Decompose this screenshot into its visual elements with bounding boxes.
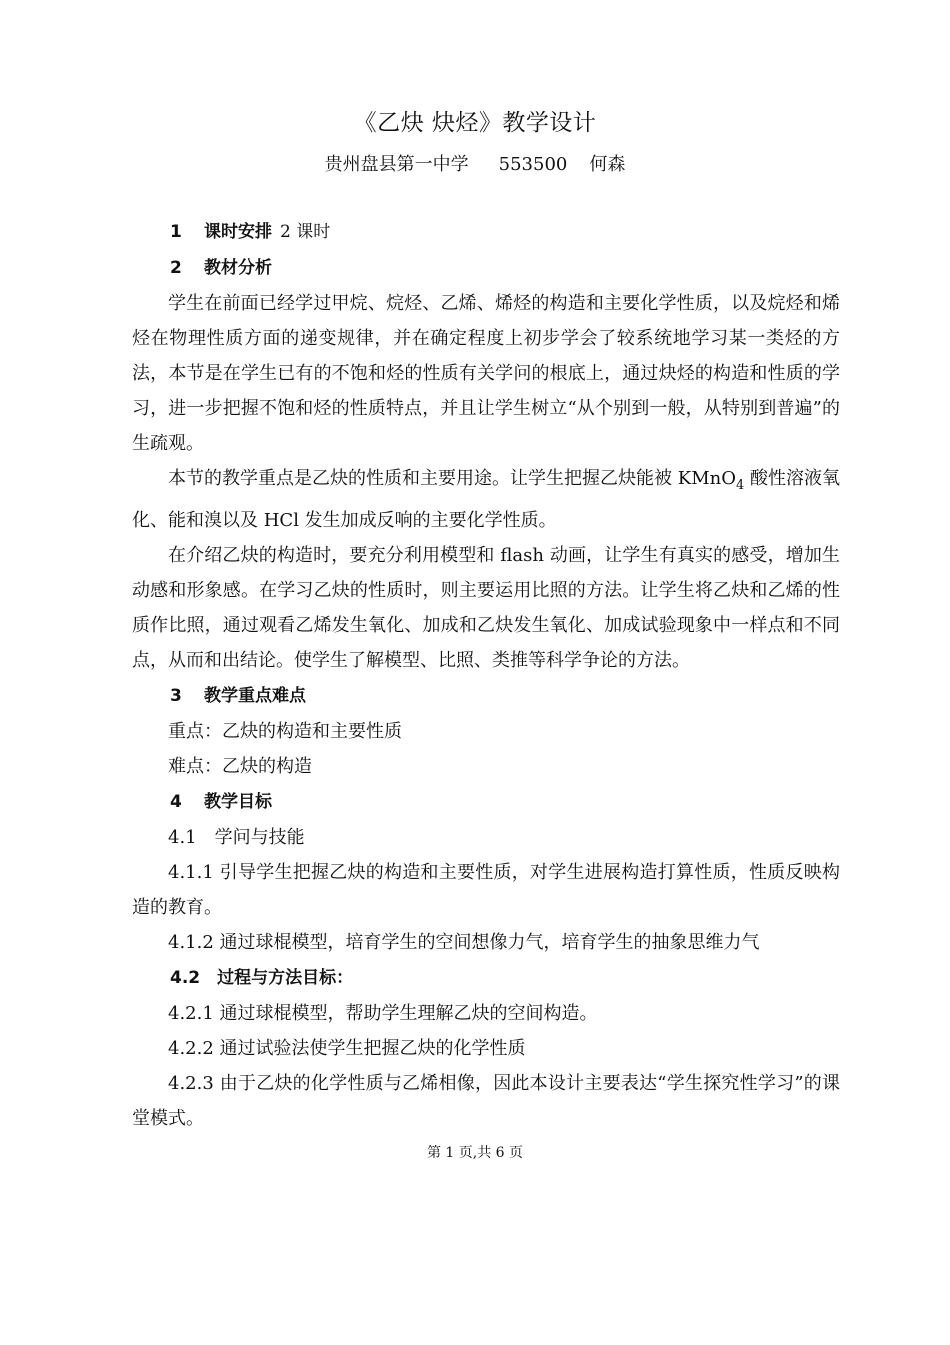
- section-3-title: 教学重点难点: [204, 686, 306, 706]
- section-1-number: 1: [170, 222, 182, 242]
- section-2-paragraph-2: [132, 461, 840, 538]
- document-body: [132, 214, 840, 1136]
- page-number-footer: 第 1 页,共 6 页: [426, 1145, 524, 1161]
- paragraph-2-part-a: 本节的教学重点是乙炔的性质和主要用途。让学生把握乙炔能被 KMnO: [168, 468, 736, 489]
- section-2-title: 教材分析: [204, 258, 272, 278]
- author-name: 何森: [589, 154, 626, 175]
- section-3-number: 3: [170, 686, 182, 706]
- section-4-title: 教学目标: [204, 792, 272, 812]
- section-2-paragraph-1: 学生在前面已经学过甲烷、烷烃、乙烯、烯烃的构造和主要化学性质，以及烷烃和烯烃在物理性质方面的递变规律，并在确定程度上初步学会了较系统地学习某一类烃的方法，本节是在学生已有的不饱和烃的性质有关学问的根底上，通过炔烃的构造和性质的学习，进一步把握不饱和烃的性质特点，并且让学生树立“从个别到一般，从特别到普遍”的生疏观。: [132, 293, 840, 454]
- section-4-heading: [132, 784, 840, 820]
- section-3-heading: [132, 678, 840, 714]
- section-1-value: 2 课时: [280, 222, 331, 242]
- kmno4-subscript: 4: [735, 478, 745, 493]
- author-school: 贵州盘县第一中学: [324, 154, 469, 175]
- section-2-heading: [132, 250, 840, 286]
- subsection-4-2-heading: 4.2 过程与方法目标：: [170, 968, 354, 988]
- item-4-1-2: 4.1.2 通过球棍模型，培育学生的空间想像力气，培育学生的抽象思维力气: [168, 932, 760, 953]
- item-4-2-2: 4.2.2 通过试验法使学生把握乙炔的化学性质: [168, 1038, 526, 1059]
- doc-title: 《乙炔 炔烃》教学设计: [353, 110, 597, 136]
- section-4-number: 4: [170, 792, 182, 812]
- section-1-title: 课时安排: [204, 222, 272, 242]
- section-2-number: 2: [170, 258, 182, 278]
- item-4-1-1: 4.1.1 引导学生把握乙炔的构造和主要性质，对学生进展构造打算性质，性质反映构造的教育。: [132, 862, 840, 918]
- author-line: [0, 150, 950, 176]
- item-4-2-3: 4.2.3 由于乙炔的化学性质与乙烯相像，因此本设计主要表达“学生探究性学习”的课堂模式。: [132, 1073, 840, 1129]
- section-1-heading: [132, 214, 840, 250]
- item-4-2-1: 4.2.1 通过球棍模型，帮助学生理解乙炔的空间构造。: [168, 1003, 598, 1024]
- subsection-4-1: 4.1 学问与技能: [168, 827, 305, 848]
- difficult-point-line: 难点：乙炔的构造: [168, 756, 312, 777]
- paragraph-2-part-b: 酸性溶液氧化、能和溴以及 HCl 发生加成反响的主要化学性质。: [132, 468, 840, 531]
- key-point-line: 重点：乙炔的构造和主要性质: [168, 721, 402, 742]
- section-2-paragraph-3: 在介绍乙炔的构造时，要充分利用模型和 flash 动画，让学生有真实的感受，增加生动感和形象感。在学习乙炔的性质时，则主要运用比照的方法。让学生将乙炔和乙烯的性质作比照，通过观看乙烯发生氧化、加成和乙炔发生氧化、加成试验现象中一样点和不同点，从而和出结论。使学生了解模型、比照、类推等科学争论的方法。: [132, 545, 840, 671]
- author-zip: 553500: [498, 154, 568, 175]
